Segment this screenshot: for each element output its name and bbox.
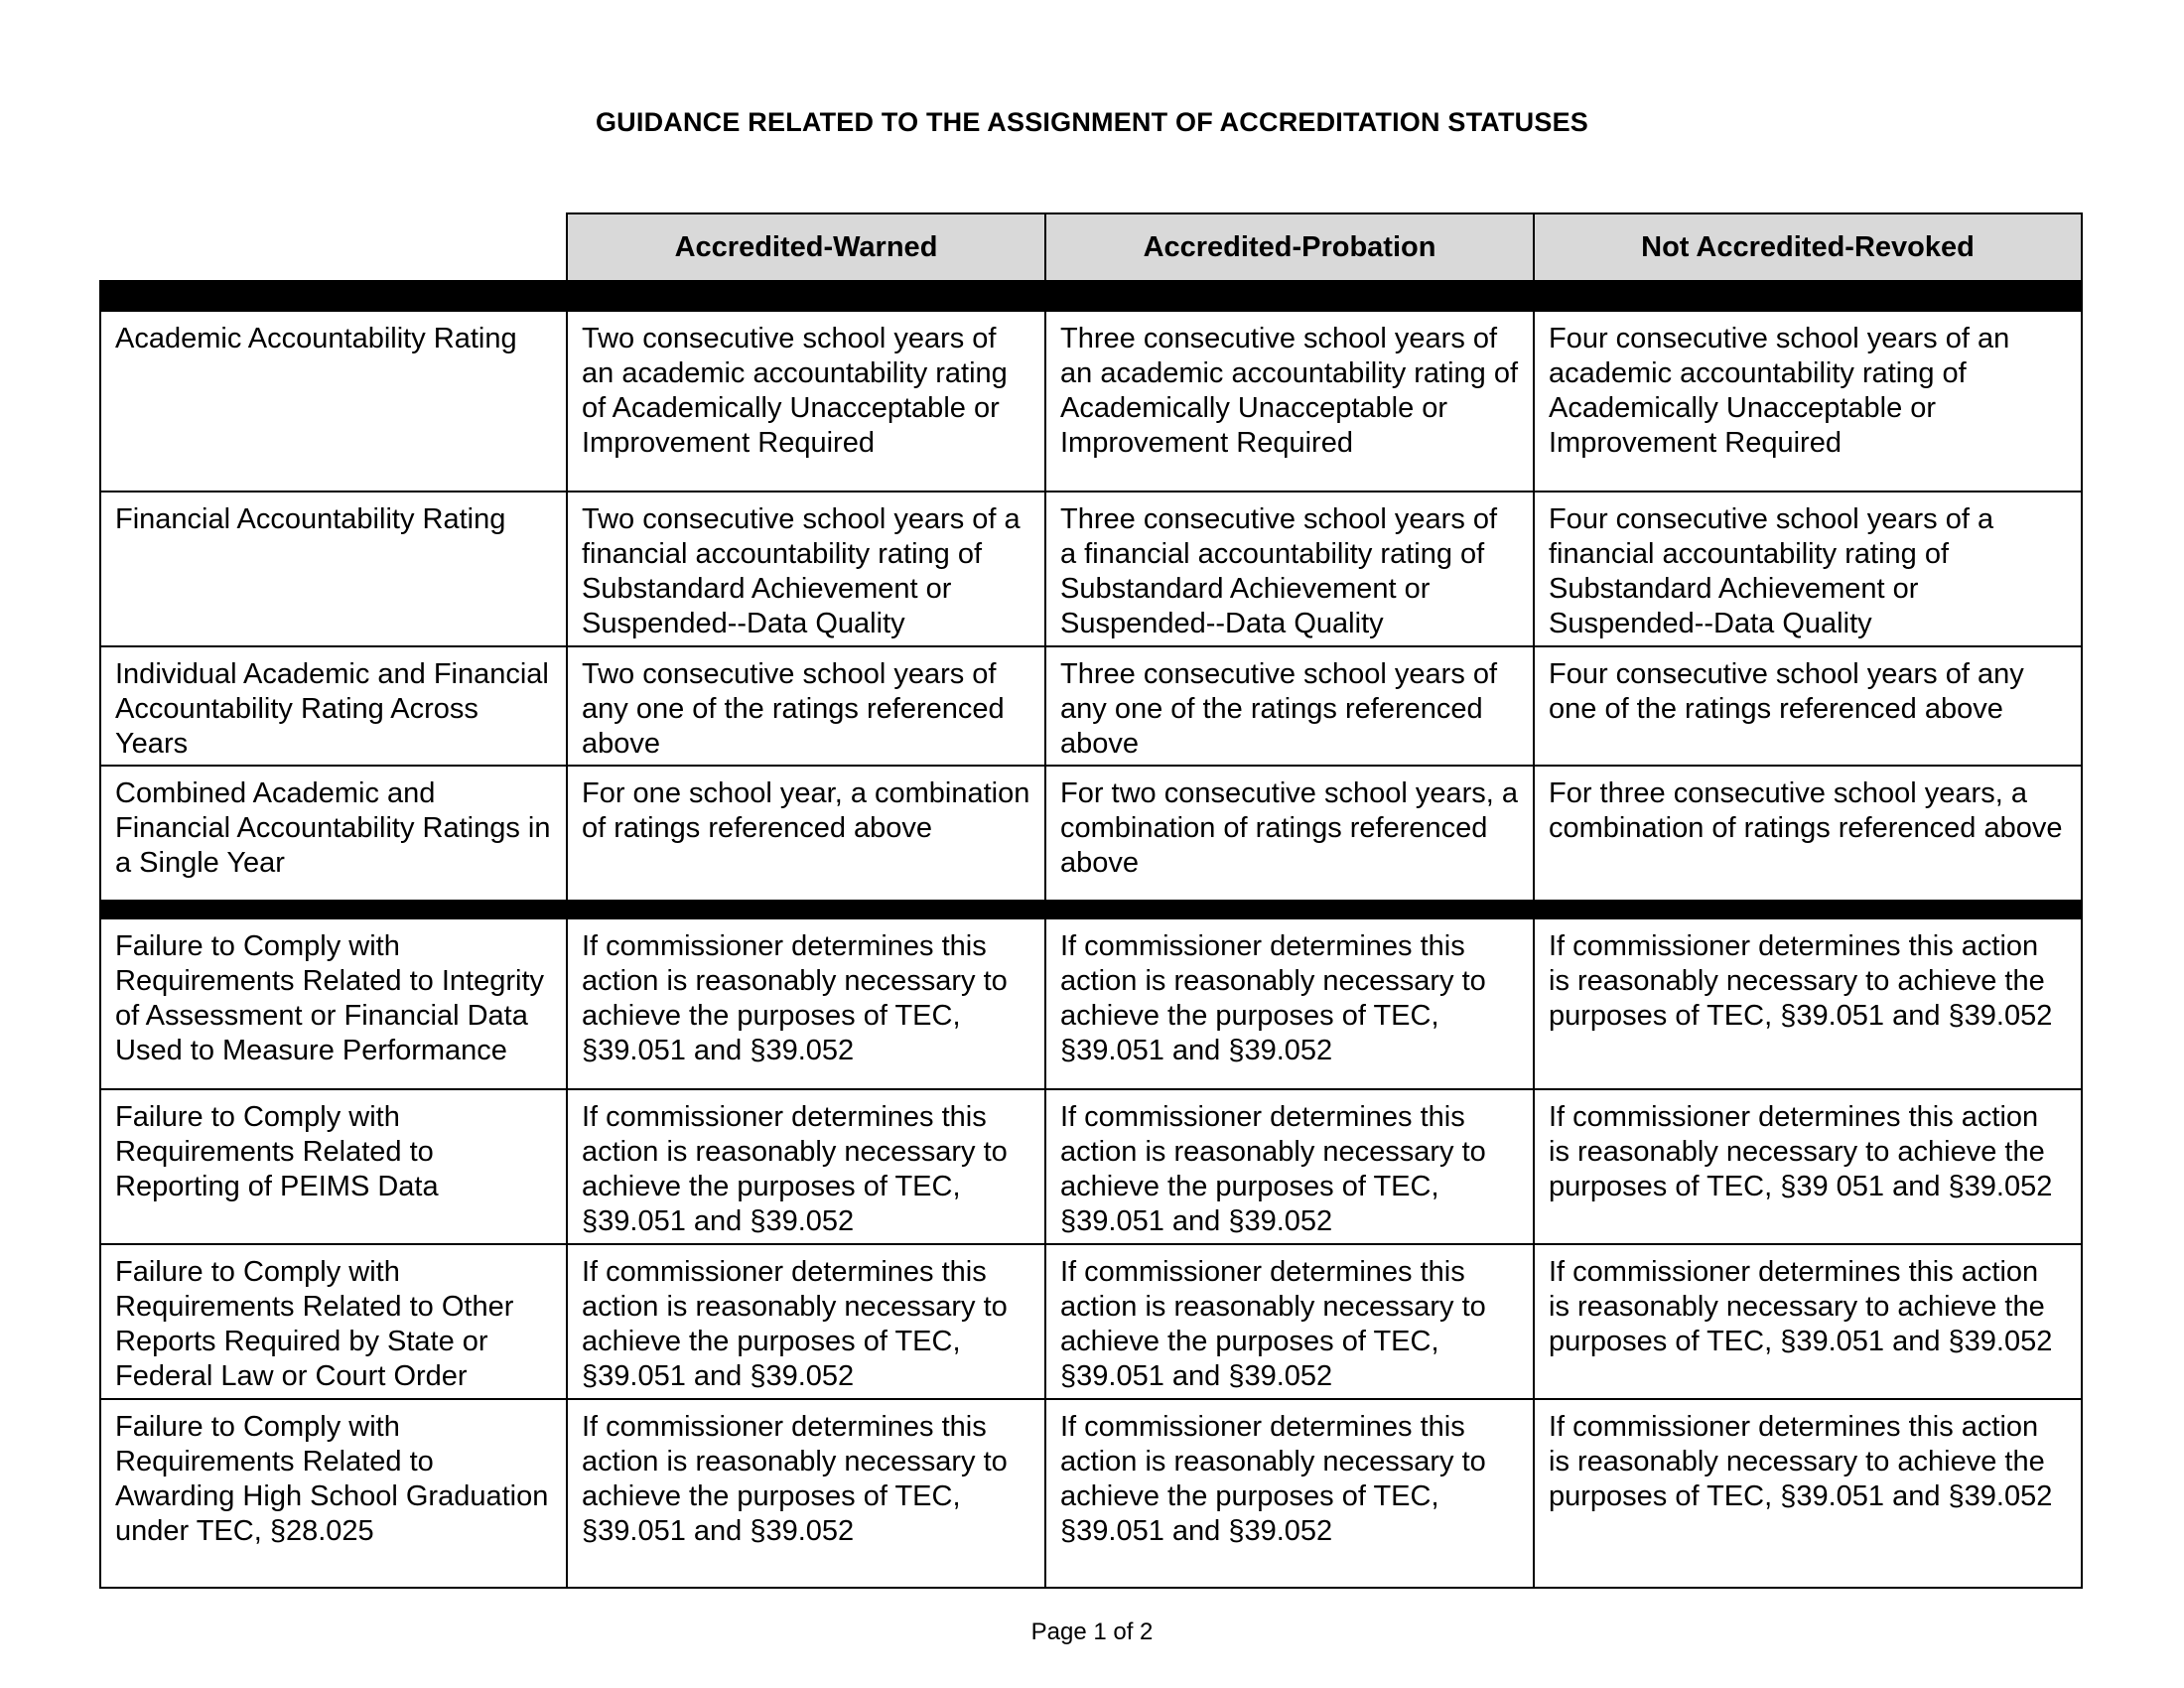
- table-cell: Three consecutive school years of an academic accountability rating of Academically Unacceptable or Improvement Required: [1045, 311, 1534, 492]
- table-row: [100, 1244, 2082, 1399]
- table-row: [100, 492, 2082, 646]
- section-divider: [100, 281, 2082, 311]
- table-cell: Two consecutive school years of a financial accountability rating of Substandard Achievement or Suspended--Data Quality: [567, 492, 1045, 646]
- table-row: [100, 766, 2082, 901]
- row-label: Financial Accountability Rating: [100, 492, 567, 646]
- table-row: [100, 1399, 2082, 1588]
- table-header-row: [100, 213, 2082, 281]
- table-cell: Four consecutive school years of an academic accountability rating of Academically Unacceptable or Improvement Required: [1534, 311, 2082, 492]
- table-row: [100, 646, 2082, 766]
- table-cell: Three consecutive school years of any one of the ratings referenced above: [1045, 646, 1534, 766]
- table-corner-cell: [100, 213, 567, 281]
- page-title: GUIDANCE RELATED TO THE ASSIGNMENT OF ACCREDITATION STATUSES: [595, 107, 1588, 137]
- table-cell: Four consecutive school years of a financial accountability rating of Substandard Achievement or Suspended--Data Quality: [1534, 492, 2082, 646]
- row-label: Individual Academic and Financial Accountability Rating Across Years: [100, 646, 567, 766]
- table-cell: Two consecutive school years of an academic accountability rating of Academically Unacceptable or Improvement Required: [567, 311, 1045, 492]
- section-divider: [100, 901, 2082, 918]
- table-cell: If commissioner determines this action is reasonably necessary to achieve the purposes of TEC, §39.051 and §39.052: [1045, 1089, 1534, 1244]
- table-row: [100, 918, 2082, 1089]
- row-label: Failure to Comply with Requirements Related to Other Reports Required by State or Federal Law or Court Order: [100, 1244, 567, 1399]
- table-cell: Two consecutive school years of any one of the ratings referenced above: [567, 646, 1045, 766]
- row-label: Failure to Comply with Requirements Related to Reporting of PEIMS Data: [100, 1089, 567, 1244]
- table-cell: Four consecutive school years of any one of the ratings referenced above: [1534, 646, 2082, 766]
- table-cell: For one school year, a combination of ratings referenced above: [567, 766, 1045, 901]
- table-cell: If commissioner determines this action is reasonably necessary to achieve the purposes of TEC, §39.051 and §39.052: [1045, 918, 1534, 1089]
- table-cell: If commissioner determines this action is reasonably necessary to achieve the purposes of TEC, §39.051 and §39.052: [567, 918, 1045, 1089]
- table-row: [100, 1089, 2082, 1244]
- table-cell: If commissioner determines this action is reasonably necessary to achieve the purposes of TEC, §39.051 and §39.052: [1045, 1399, 1534, 1588]
- table-row: [100, 311, 2082, 492]
- column-header-accredited-probation: Accredited-Probation: [1045, 213, 1534, 281]
- row-label: Combined Academic and Financial Accountability Ratings in a Single Year: [100, 766, 567, 901]
- table-cell: If commissioner determines this action is reasonably necessary to achieve the purposes of TEC, §39.051 and §39.052: [1534, 1399, 2082, 1588]
- row-label: Academic Accountability Rating: [100, 311, 567, 492]
- table-cell: If commissioner determines this action is reasonably necessary to achieve the purposes of TEC, §39.051 and §39.052: [567, 1244, 1045, 1399]
- row-label: Failure to Comply with Requirements Related to Integrity of Assessment or Financial Data Used to Measure Performance: [100, 918, 567, 1089]
- page-number: Page 1 of 2: [1030, 1618, 1154, 1645]
- accreditation-status-table: [99, 212, 2083, 1589]
- table-cell: If commissioner determines this action is reasonably necessary to achieve the purposes of TEC, §39.051 and §39.052: [1534, 918, 2082, 1089]
- table-cell: If commissioner determines this action is reasonably necessary to achieve the purposes of TEC, §39.051 and §39.052: [567, 1399, 1045, 1588]
- table-cell: For three consecutive school years, a combination of ratings referenced above: [1534, 766, 2082, 901]
- row-label: Failure to Comply with Requirements Related to Awarding High School Graduation under TEC, §28.025: [100, 1399, 567, 1588]
- table-cell: If commissioner determines this action is reasonably necessary to achieve the purposes of TEC, §39.051 and §39.052: [1045, 1244, 1534, 1399]
- table-cell: If commissioner determines this action is reasonably necessary to achieve the purposes of TEC, §39.051 and §39.052: [1534, 1244, 2082, 1399]
- table-cell: For two consecutive school years, a combination of ratings referenced above: [1045, 766, 1534, 901]
- table-cell: If commissioner determines this action is reasonably necessary to achieve the purposes of TEC, §39.051 and §39.052: [567, 1089, 1045, 1244]
- column-header-not-accredited-revoked: Not Accredited-Revoked: [1534, 213, 2082, 281]
- column-header-accredited-warned: Accredited-Warned: [567, 213, 1045, 281]
- table-cell: Three consecutive school years of a financial accountability rating of Substandard Achievement or Suspended--Data Quality: [1045, 492, 1534, 646]
- table-cell: If commissioner determines this action is reasonably necessary to achieve the purposes of TEC, §39 051 and §39.052: [1534, 1089, 2082, 1244]
